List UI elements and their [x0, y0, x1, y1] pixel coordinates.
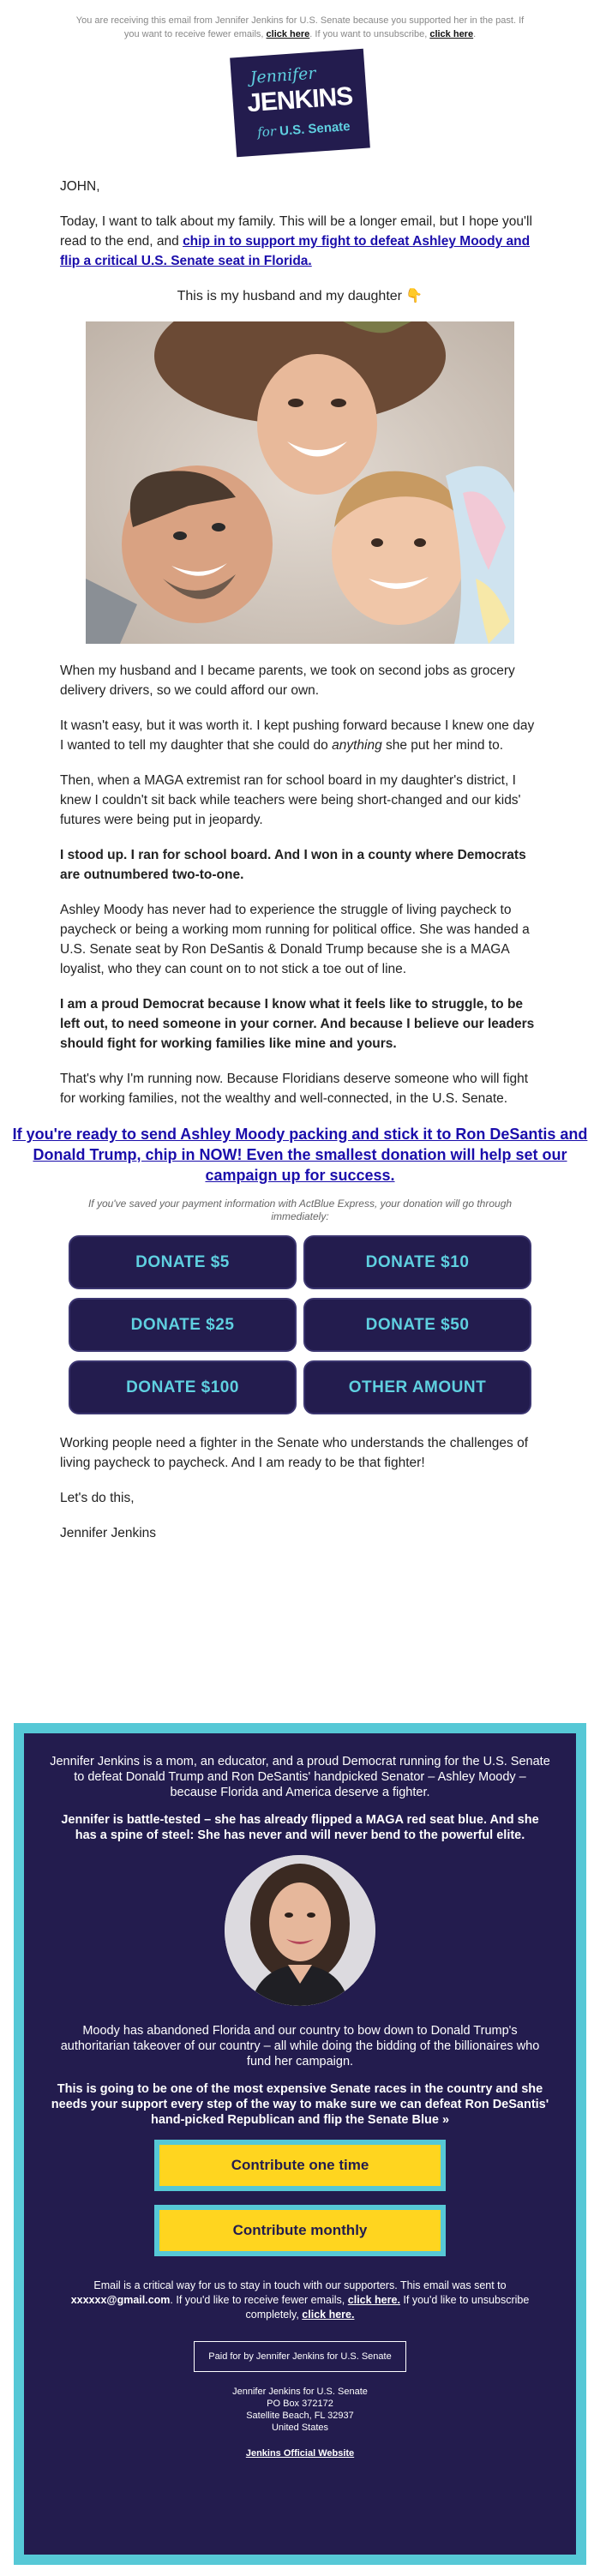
logo-last-name: JENKINS — [246, 81, 354, 118]
paragraph-proud-democrat: I am a proud Democrat because I know what it feels like to struggle, to be left out, to need someone in your corner. And because I believe our leaders should fight for working families like mine and yours. — [60, 997, 535, 1051]
footer-bio-bold: Jennifer is battle-tested – she has already flipped a MAGA red seat blue. And she has a spine of steel: She has never and will never bend to the powerful elite. — [61, 1813, 539, 1842]
paragraph-text: she put her mind to. — [381, 738, 504, 753]
address-line: PO Box 372172 — [267, 2399, 333, 2409]
recipient-email: xxxxxx@gmail.com — [70, 2294, 171, 2306]
intro-paragraph — [60, 212, 540, 271]
contribute-monthly-button[interactable]: Contribute monthly — [154, 2205, 446, 2256]
footer-email-text: If you'd like to unsubscribe completely, — [245, 2294, 530, 2321]
address-line: Satellite Beach, FL 32937 — [246, 2411, 354, 2421]
footer-email-text: . If you'd like to receive fewer emails, — [170, 2294, 348, 2306]
donate-cta — [9, 1124, 591, 1186]
signature: Jennifer Jenkins — [60, 1526, 157, 1540]
paragraph-stood-up: I stood up. I ran for school board. And I won in a county where Democrats are outnumbered two-to-one. — [60, 848, 526, 882]
donate-5-button[interactable]: DONATE $5 — [69, 1235, 297, 1289]
candidate-headshot — [225, 1855, 375, 2006]
paragraph-text: It wasn't easy, but it was worth it. I kept pushing forward because I knew one day I wanted to tell my daughter that she could do — [60, 718, 535, 753]
donate-cta-link[interactable]: If you're ready to send Ashley Moody packing and stick it to Ron DeSantis and Donald Trump, chip in NOW! Even the smallest donation will help set our campaign up for success. — [12, 1126, 588, 1184]
logo-for: for — [256, 123, 277, 141]
footer — [14, 1723, 586, 2565]
paragraph-fighter: Working people need a fighter in the Senate who understands the challenges of living paycheck to paycheck. And I am ready to be that fighter! — [60, 1436, 529, 1470]
email-body — [0, 177, 600, 1108]
address-line: United States — [271, 2423, 329, 2433]
paragraph-worth-it — [60, 716, 540, 755]
footer-email-notice — [50, 2279, 550, 2322]
donate-buttons — [69, 1235, 531, 1414]
footer-fewer-emails-link[interactable]: click here. — [347, 2294, 400, 2306]
unsubscribe-link[interactable]: click here — [429, 29, 474, 39]
closing — [0, 1433, 600, 1543]
official-website-link[interactable]: Jenkins Official Website — [245, 2448, 355, 2459]
chip-in-link[interactable]: chip in to support my fight to defeat Ashley Moody and flip a critical U.S. Senate seat in Florida. — [60, 234, 531, 268]
mailing-address — [50, 2386, 550, 2434]
donate-10-button[interactable]: DONATE $10 — [303, 1235, 531, 1289]
paragraph-moody: Ashley Moody has never had to experience the struggle of living paycheck to paycheck or being a working mom running for political office. She was handed a U.S. Senate seat by Ron DeSantis & Donald Trump because she is a MAGA loyalist, who they can count on to not stick a toe out of line. — [60, 903, 530, 976]
logo-office-text: U.S. Senate — [279, 119, 351, 139]
photo-caption: This is my husband and my daughter 👇 — [177, 289, 423, 303]
actblue-note: If you've saved your payment information with ActBlue Express, your donation will go through immediately: — [87, 1198, 513, 1222]
paragraph-parents: When my husband and I became parents, we took on second jobs as grocery delivery drivers, so we could afford our own. — [60, 664, 515, 698]
preheader-text: . If you want to unsubscribe, — [309, 29, 428, 39]
footer-inner — [24, 1733, 576, 2555]
preheader-text: . — [473, 29, 477, 39]
donate-100-button[interactable]: DONATE $100 — [69, 1360, 297, 1414]
signoff: Let's do this, — [60, 1491, 135, 1505]
salutation: JOHN, — [60, 179, 100, 194]
intro-text: Today, I want to talk about my family. This will be a longer email, but I hope you'll read to the end, and — [60, 214, 532, 249]
paid-for-box: Paid for by Jennifer Jenkins for U.S. Senate — [194, 2341, 405, 2372]
fewer-emails-link[interactable]: click here — [266, 29, 310, 39]
footer-moody: Moody has abandoned Florida and our country to bow down to Donald Trump's authoritarian takeover of our country – all while doing the bidding of the billionaires who fund her campaign. — [60, 2024, 540, 2069]
footer-unsubscribe-link[interactable]: click here. — [302, 2309, 355, 2321]
paragraph-running: That's why I'm running now. Because Floridians deserve someone who will fight for working families, not the wealthy and well-connected, in the U.S. Senate. — [60, 1072, 529, 1106]
emphasis-anything: anything — [332, 738, 382, 753]
campaign-logo — [230, 49, 370, 158]
preheader-text: You are receiving this email from Jennifer Jenkins for U.S. Senate because you supported her in the past. If you want to receive fewer emails, — [75, 15, 525, 39]
logo-office — [257, 118, 351, 141]
donate-25-button[interactable]: DONATE $25 — [69, 1298, 297, 1352]
contribute-once-button[interactable]: Contribute one time — [154, 2140, 446, 2191]
donate-50-button[interactable]: DONATE $50 — [303, 1298, 531, 1352]
donate-other-button[interactable]: OTHER AMOUNT — [303, 1360, 531, 1414]
address-line: Jennifer Jenkins for U.S. Senate — [232, 2387, 368, 2397]
footer-expensive: This is going to be one of the most expensive Senate races in the country and she needs your support every step of the way to make sure we can defeat Ron DeSantis' hand-picked Republican and flip the Senate Blue » — [51, 2082, 549, 2127]
preheader — [0, 0, 600, 41]
logo-first-name: Jennifer — [249, 63, 317, 87]
footer-bio: Jennifer Jenkins is a mom, an educator, and a proud Democrat running for the U.S. Senate to defeat Donald Trump and Ron DeSantis' handpicked Senator – Ashley Moody – because Florida and America deserve a fighter. — [50, 1755, 550, 1799]
family-photo — [86, 321, 514, 644]
footer-email-text: Email is a critical way for us to stay in touch with our supporters. This email was sent to — [93, 2279, 507, 2291]
paragraph-school-board: Then, when a MAGA extremist ran for school board in my daughter's district, I knew I couldn't sit back while teachers were being short-changed and our kids' futures were being put in jeopardy. — [60, 773, 521, 827]
